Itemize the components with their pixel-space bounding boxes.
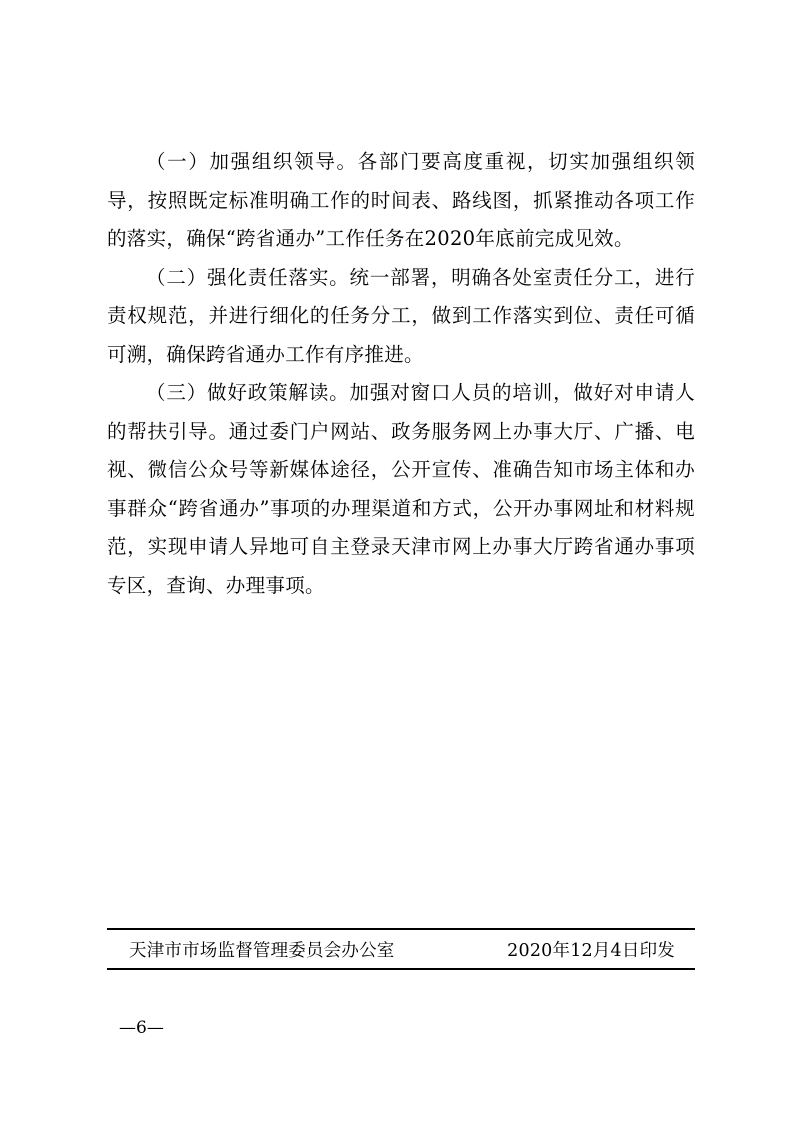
document-body <box>107 143 695 605</box>
page-number: —6— <box>119 1018 164 1038</box>
paragraph-organization-leadership: （一）加强组织领导。各部门要高度重视，切实加强组织领导，按照既定标准明确工作的时间表、路线图，抓紧推动各项工作的落实，确保“跨省通办”工作任务在2020年底前完成见效。 <box>107 150 695 250</box>
issuance-footer <box>107 928 695 970</box>
paragraph-policy-interpretation: （三）做好政策解读。加强对窗口人员的培训，做好对申请人的帮扶引导。通过委门户网站、政务服务网上办事大厅、广播、电视、微信公众号等新媒体途径，公开宣传、准确告知市场主体和办事群众“跨省通办”事项的办理渠道和方式，公开办事网址和材料规范，实现申请人异地可自主登录天津市网上办事大厅跨省通办事项专区，查询、办理事项。 <box>107 381 695 597</box>
footer-bottom-rule <box>107 968 695 970</box>
issue-date: 2020年12月4日印发 <box>507 940 675 961</box>
issuer-row <box>107 930 695 968</box>
issuer-name: 天津市市场监督管理委员会办公室 <box>129 940 395 961</box>
paragraph-responsibility: （二）强化责任落实。统一部署，明确各处室责任分工，进行责权规范，并进行细化的任务分工，做到工作落实到位、责任可循可溯，确保跨省通办工作有序推进。 <box>107 265 695 366</box>
